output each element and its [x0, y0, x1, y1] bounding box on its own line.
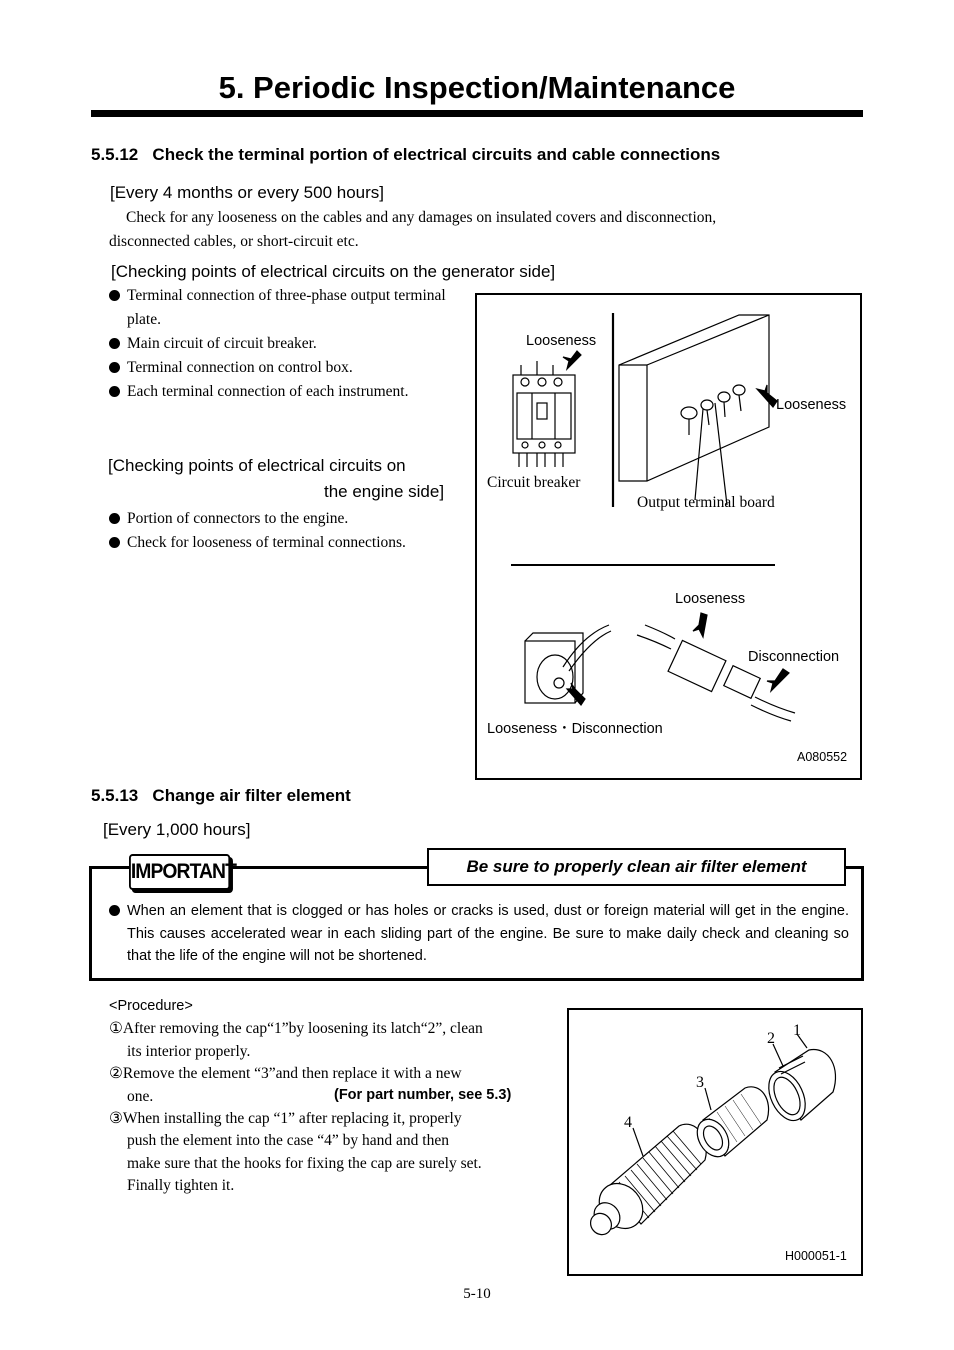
- step-3-line4: Finally tighten it.: [127, 1177, 235, 1194]
- step-3-line2: push the element into the case “4” by hand and then: [127, 1132, 449, 1149]
- generator-side-list: [109, 284, 449, 404]
- important-bullet: When an element that is clogged or has holes or cracks is used, dust or foreign material will get in the engine. This causes accelerated wear in each sliding part of the engine. Be sure to make daily check and cleaning so that the life of the engine will not be shortened.: [109, 900, 849, 968]
- section-heading-5-5-12: 5.5.12 Check the terminal portion of electrical circuits and cable connections: [91, 145, 721, 164]
- electrical-figure-drawing: [477, 295, 860, 778]
- title-rule: [91, 110, 863, 117]
- list-item: Terminal connection on control box.: [109, 356, 449, 380]
- figure-label-output-terminal-board: Output terminal board: [637, 494, 775, 511]
- important-heading: Be sure to properly clean air filter element: [427, 848, 846, 886]
- figure-label-disconnection: Disconnection: [748, 649, 840, 665]
- figure-code: H000051-1: [785, 1249, 847, 1263]
- electrical-figure: [475, 293, 862, 780]
- section-heading-5-5-13: 5.5.13 Change air filter element: [91, 786, 351, 805]
- engine-side-list: [109, 507, 469, 555]
- list-item: Portion of connectors to the engine.: [109, 507, 469, 531]
- step-2-note: (For part number, see 5.3): [334, 1087, 512, 1103]
- intro-text-line2: disconnected cables, or short-circuit etc.: [109, 233, 359, 250]
- page-title: 5. Periodic Inspection/Maintenance: [218, 70, 736, 105]
- part-label-4: 4: [624, 1114, 632, 1131]
- figure-label-looseness: Looseness: [675, 591, 746, 607]
- list-item: Each terminal connection of each instrument.: [109, 380, 449, 404]
- air-filter-figure: [567, 1008, 863, 1276]
- interval-5-5-12: [Every 4 months or every 500 hours]: [110, 183, 385, 202]
- procedure-label: <Procedure>: [109, 998, 193, 1014]
- generator-side-heading: [Checking points of electrical circuits on the generator side]: [111, 262, 556, 281]
- important-text: [109, 900, 849, 968]
- figure-label-looseness: Looseness: [776, 397, 847, 413]
- page-number: 5-10: [463, 1286, 491, 1302]
- step-2-line1: ②Remove the element “3”and then replace it with a new: [109, 1065, 462, 1082]
- part-label-3: 3: [696, 1074, 704, 1091]
- list-item: Check for looseness of terminal connections.: [109, 531, 469, 555]
- step-3-line3: make sure that the hooks for fixing the cap are surely set.: [127, 1155, 482, 1172]
- step-3-line1: ③When installing the cap “1” after replacing it, properly: [109, 1110, 462, 1127]
- step-2-line2: one.: [127, 1088, 154, 1105]
- list-item: Main circuit of circuit breaker.: [109, 332, 449, 356]
- engine-side-heading-line1: [Checking points of electrical circuits on: [108, 456, 406, 475]
- step-1-line2: its interior properly.: [127, 1043, 251, 1060]
- figure-code: A080552: [797, 750, 848, 764]
- list-item: Terminal connection of three-phase output terminal plate.: [109, 284, 449, 332]
- engine-side-heading-line2: the engine side]: [324, 482, 445, 501]
- part-label-1: 1: [793, 1022, 801, 1039]
- interval-5-5-13: [Every 1,000 hours]: [103, 820, 251, 839]
- part-label-2: 2: [767, 1030, 775, 1047]
- important-badge: IMPORTANT: [129, 854, 230, 890]
- step-1-line1: ①After removing the cap“1”by loosening its latch“2”, clean: [109, 1020, 483, 1037]
- figure-label-circuit-breaker: Circuit breaker: [487, 474, 581, 491]
- intro-text-line1: Check for any looseness on the cables and any damages on insulated covers and disconnection,: [126, 209, 717, 226]
- air-filter-drawing: [569, 1010, 861, 1274]
- figure-label-looseness-disconnection: Looseness・Disconnection: [487, 721, 663, 737]
- figure-label-looseness: Looseness: [526, 333, 597, 349]
